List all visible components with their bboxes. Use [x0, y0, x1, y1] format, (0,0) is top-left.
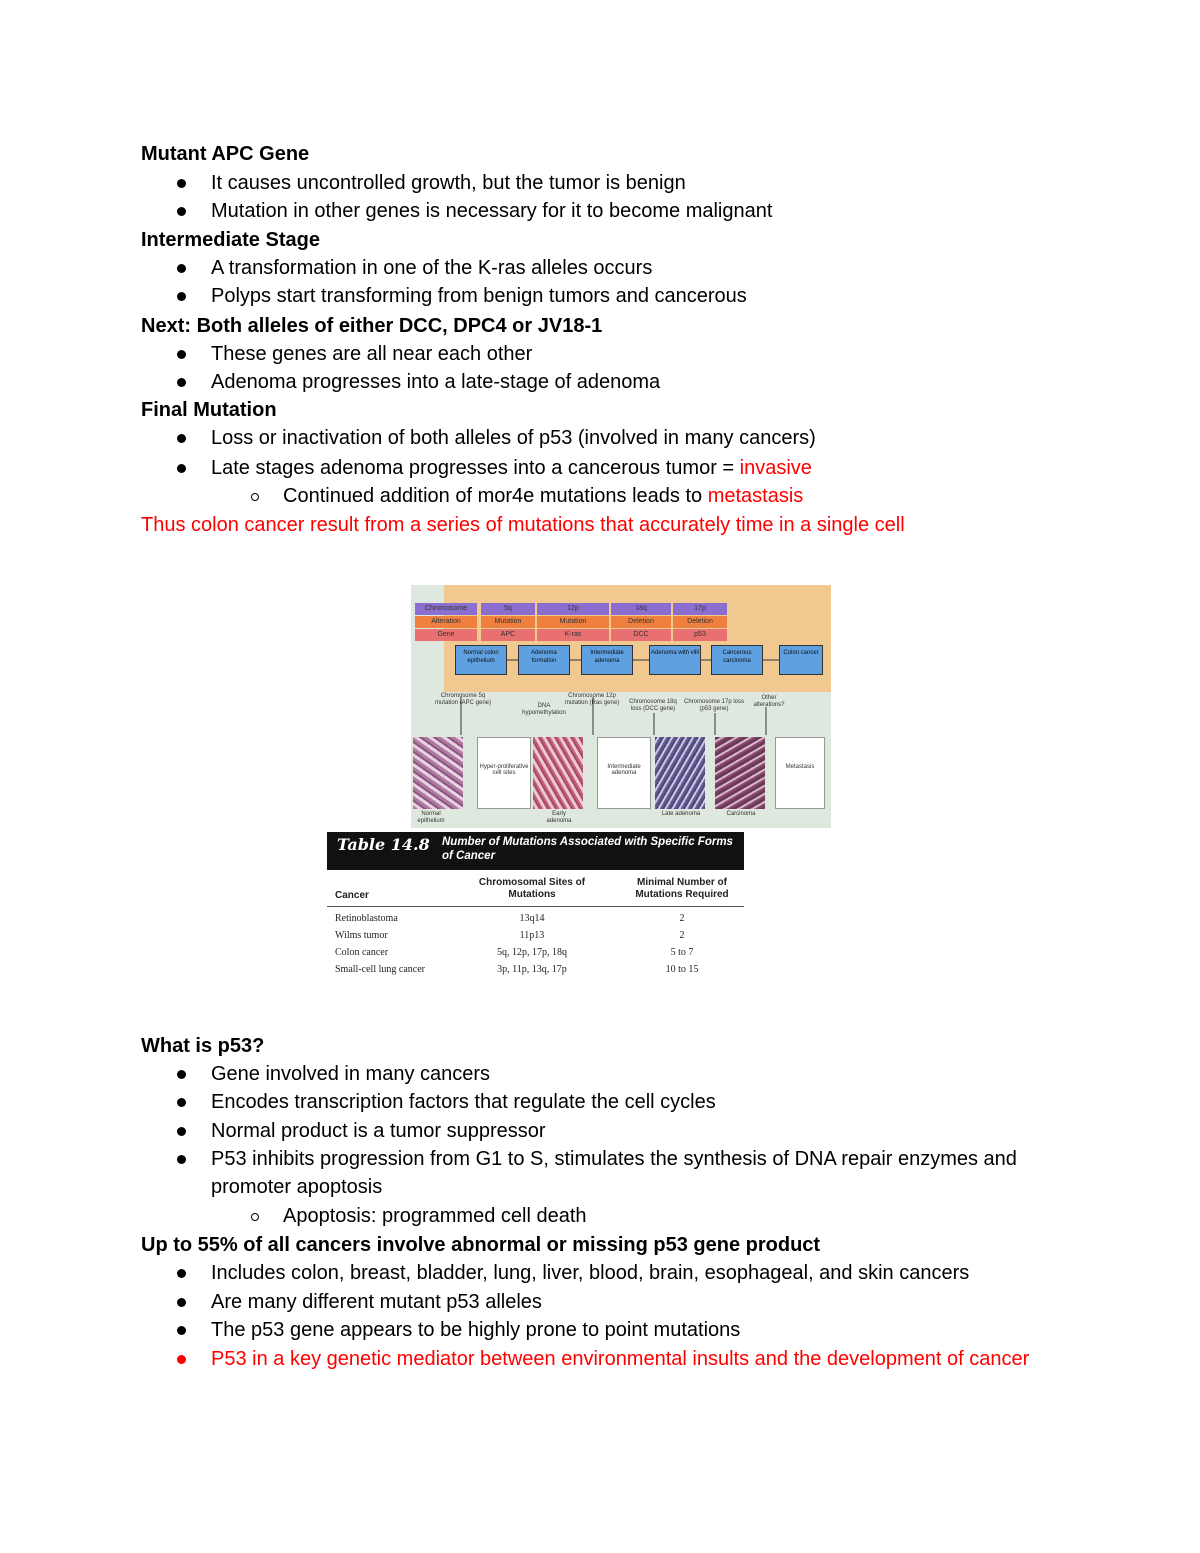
- table-cell: Colon cancer: [335, 947, 389, 958]
- stage-box: Adenoma formation: [518, 645, 570, 675]
- band-cell: 12p: [537, 603, 609, 615]
- stage-box: Colon cancer: [779, 645, 823, 675]
- list-item: Normal product is a tumor suppressor: [211, 1120, 546, 1142]
- stage-box: Adenoma with villi: [649, 645, 701, 675]
- list-item: Mutation in other genes is necessary for it to become malignant: [211, 200, 773, 222]
- bullet-icon: [177, 1070, 186, 1079]
- table-rule: [327, 906, 744, 907]
- band-cell: APC: [481, 629, 535, 641]
- table-cell: Retinoblastoma: [335, 913, 398, 924]
- list-item: The p53 gene appears to be highly prone to point mutations: [211, 1319, 741, 1341]
- band-cell: 17p: [673, 603, 727, 615]
- bullet-icon: [177, 1355, 186, 1364]
- table-cell: 5q, 12p, 17p, 18q: [497, 947, 567, 958]
- list-item-text: Continued addition of mor4e mutations leads to: [283, 485, 708, 507]
- list-item: Includes colon, breast, bladder, lung, liver, blood, brain, esophageal, and skin cancers: [211, 1262, 970, 1284]
- column-header: Chromosomal Sites of Mutations: [478, 877, 586, 900]
- bullet-icon: [177, 207, 186, 216]
- list-item: Adenoma progresses into a late-stage of adenoma: [211, 371, 661, 393]
- list-item: A transformation in one of the K-ras alleles occurs: [211, 257, 653, 279]
- stage-box: Cancerous carcinoma: [711, 645, 763, 675]
- figure-note: Chromosome 17p loss (p53 gene): [683, 699, 745, 712]
- figure-note: Chromosome 5q mutation (APC gene): [434, 693, 492, 706]
- sub-list-item: Apoptosis: programmed cell death: [283, 1205, 587, 1227]
- column-header: Cancer: [335, 890, 369, 901]
- bullet-icon: [177, 1298, 186, 1307]
- heading-intermediate-stage: Intermediate Stage: [141, 229, 320, 251]
- column-header: Minimal Number of Mutations Required: [635, 877, 729, 900]
- list-item: Are many different mutant p53 alleles: [211, 1291, 542, 1313]
- band-cell: 18q: [611, 603, 671, 615]
- heading-mutant-apc: Mutant APC Gene: [141, 143, 310, 165]
- colon-cancer-progression-figure: [411, 585, 831, 828]
- tissue-image: [715, 737, 765, 809]
- heading-p53-cancers: Up to 55% of all cancers involve abnormal or missing p53 gene product: [141, 1234, 821, 1256]
- band-cell: Deletion: [673, 616, 727, 628]
- list-item: Loss or inactivation of both alleles of p53 (involved in many cancers): [211, 427, 816, 449]
- heading-next-alleles: Next: Both alleles of either DCC, DPC4 or JV18-1: [141, 315, 603, 337]
- tissue-label: Normal epithelium: [417, 811, 445, 824]
- bullet-icon: [177, 1326, 186, 1335]
- tissue-label: Early adenoma: [546, 811, 572, 824]
- band-cell: DCC: [611, 629, 671, 641]
- stage-box: Intermediate adenoma: [581, 645, 633, 675]
- bullet-icon: [177, 1127, 186, 1136]
- circle-bullet-icon: [251, 1213, 259, 1221]
- table-cell: 10 to 15: [665, 964, 699, 975]
- band-cell: p53: [673, 629, 727, 641]
- table-cell: Wilms tumor: [335, 930, 388, 941]
- tissue-image: [533, 737, 583, 809]
- bullet-icon: [177, 1269, 186, 1278]
- list-item: Gene involved in many cancers: [211, 1063, 491, 1085]
- tissue-label: Carcinoma: [726, 811, 756, 817]
- band-cell: Mutation: [537, 616, 609, 628]
- figure-note: Other alterations?: [753, 695, 785, 708]
- bullet-icon: [177, 264, 186, 273]
- list-item: [211, 454, 812, 482]
- highlight-text: invasive: [739, 457, 812, 479]
- band-label: Alteration: [415, 616, 477, 628]
- list-item-text: Late stages adenoma progresses into a cancerous tumor =: [211, 457, 740, 479]
- bullet-icon: [177, 378, 186, 387]
- conclusion-text: Thus colon cancer result from a series of mutations that accurately time in a single cell: [141, 514, 905, 536]
- band-cell: Deletion: [611, 616, 671, 628]
- list-item: Polyps start transforming from benign tumors and cancerous: [211, 285, 747, 307]
- sub-list-item: [283, 482, 803, 510]
- table-cell: 11p13: [519, 930, 545, 941]
- list-item-highlight: P53 in a key genetic mediator between environmental insults and the development of cancer: [211, 1348, 1030, 1370]
- tissue-image: [413, 737, 463, 809]
- figure-box: Hyper-proliferative cell sites: [477, 737, 531, 809]
- table-cell: 2: [679, 930, 685, 941]
- bullet-icon: [177, 1155, 186, 1164]
- bullet-icon: [177, 179, 186, 188]
- bullet-icon: [177, 1098, 186, 1107]
- bullet-icon: [177, 350, 186, 359]
- highlight-text: metastasis: [707, 485, 804, 507]
- list-item: These genes are all near each other: [211, 343, 533, 365]
- table-number: Table 14.8: [337, 835, 430, 854]
- table-cell: 13q14: [519, 913, 545, 924]
- band-cell: Mutation: [481, 616, 535, 628]
- mutations-table: [327, 832, 744, 982]
- table-cell: 3p, 11p, 13q, 17p: [497, 964, 567, 975]
- list-item: P53 inhibits progression from G1 to S, stimulates the synthesis of DNA repair enzymes and promoter apoptosis: [211, 1148, 1017, 1198]
- figure-note: DNA hypomethylation: [522, 703, 566, 716]
- band-label: Chromosome: [415, 603, 477, 615]
- figure-box: Intermediate adenoma: [597, 737, 651, 809]
- figure-box: Metastasis: [775, 737, 825, 809]
- bullet-icon: [177, 434, 186, 443]
- heading-what-is-p53: What is p53?: [141, 1035, 265, 1057]
- band-label: Gene: [415, 629, 477, 641]
- bullet-icon: [177, 464, 186, 473]
- table-cell: 2: [679, 913, 685, 924]
- circle-bullet-icon: [251, 493, 259, 501]
- table-cell: 5 to 7: [670, 947, 694, 958]
- figure-note: Chromosome 12p mutation (Ras gene): [564, 693, 620, 706]
- tissue-image: [655, 737, 705, 809]
- list-item: It causes uncontrolled growth, but the tumor is benign: [211, 172, 686, 194]
- table-cell: Small-cell lung cancer: [335, 964, 425, 975]
- table-header-bar: [327, 832, 744, 870]
- band-cell: 5q: [481, 603, 535, 615]
- list-item: Encodes transcription factors that regulate the cell cycles: [211, 1091, 716, 1113]
- table-title: Number of Mutations Associated with Specific Forms of Cancer: [442, 836, 733, 862]
- bullet-icon: [177, 292, 186, 301]
- stage-box: Normal colon epithelium: [455, 645, 507, 675]
- heading-final-mutation: Final Mutation: [141, 399, 277, 421]
- band-cell: K-ras: [537, 629, 609, 641]
- tissue-label: Late adenoma: [661, 811, 701, 817]
- figure-note: Chromosome 18q loss (DCC gene): [629, 699, 677, 712]
